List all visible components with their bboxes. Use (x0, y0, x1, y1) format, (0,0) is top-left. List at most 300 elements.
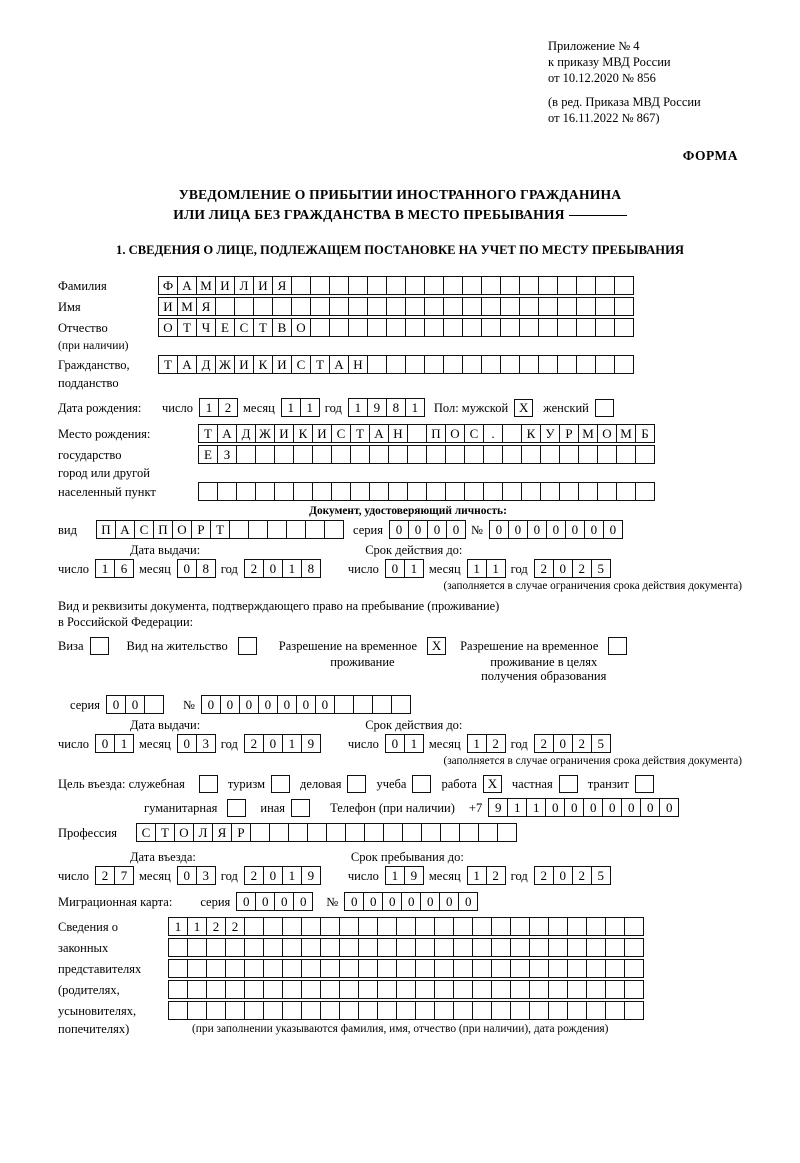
char-cell[interactable] (557, 297, 577, 316)
char-cell[interactable] (291, 276, 311, 295)
purpose-other-checkbox[interactable] (291, 799, 310, 817)
char-cell[interactable] (559, 482, 579, 501)
char-cell[interactable] (586, 980, 606, 999)
char-cell[interactable] (502, 482, 522, 501)
char-cell[interactable] (320, 938, 340, 957)
char-cell[interactable] (144, 695, 164, 714)
char-cell[interactable] (244, 1001, 264, 1020)
temp-residence-checkbox[interactable]: Х (427, 637, 446, 655)
char-cell[interactable] (434, 959, 454, 978)
char-cell[interactable] (445, 445, 465, 464)
char-cell[interactable]: 0 (296, 695, 316, 714)
char-cell[interactable]: 0 (565, 520, 585, 539)
char-cell[interactable] (407, 445, 427, 464)
char-cell[interactable] (529, 980, 549, 999)
char-cell[interactable] (521, 445, 541, 464)
char-cell[interactable]: К (293, 424, 313, 443)
char-cell[interactable] (307, 823, 327, 842)
char-cell[interactable]: 1 (467, 734, 487, 753)
char-cell[interactable]: 9 (301, 866, 321, 885)
purpose-work-checkbox[interactable]: Х (483, 775, 502, 793)
legal-reps-row-2-input[interactable] (168, 938, 643, 957)
char-cell[interactable] (434, 917, 454, 936)
char-cell[interactable] (255, 445, 275, 464)
char-cell[interactable] (377, 938, 397, 957)
char-cell[interactable] (635, 482, 655, 501)
char-cell[interactable] (301, 980, 321, 999)
char-cell[interactable]: М (177, 297, 197, 316)
char-cell[interactable] (291, 297, 311, 316)
char-cell[interactable] (481, 276, 501, 295)
char-cell[interactable] (367, 318, 387, 337)
char-cell[interactable] (415, 938, 435, 957)
permit-issue-year-input[interactable] (244, 734, 320, 753)
char-cell[interactable] (364, 823, 384, 842)
char-cell[interactable] (491, 1001, 511, 1020)
sex-female-checkbox[interactable] (595, 399, 614, 417)
char-cell[interactable] (434, 938, 454, 957)
char-cell[interactable]: П (153, 520, 173, 539)
char-cell[interactable]: 9 (301, 734, 321, 753)
char-cell[interactable] (301, 959, 321, 978)
char-cell[interactable] (348, 297, 368, 316)
char-cell[interactable] (459, 823, 479, 842)
char-cell[interactable]: Т (310, 355, 330, 374)
char-cell[interactable] (263, 980, 283, 999)
char-cell[interactable] (559, 445, 579, 464)
char-cell[interactable] (472, 959, 492, 978)
char-cell[interactable] (497, 823, 517, 842)
char-cell[interactable]: 0 (263, 866, 283, 885)
char-cell[interactable]: 0 (201, 695, 221, 714)
char-cell[interactable] (491, 959, 511, 978)
legal-reps-row-4-input[interactable] (168, 980, 643, 999)
char-cell[interactable]: 1 (282, 734, 302, 753)
char-cell[interactable] (605, 1001, 625, 1020)
char-cell[interactable] (293, 482, 313, 501)
char-cell[interactable]: 2 (206, 917, 226, 936)
char-cell[interactable]: Н (388, 424, 408, 443)
char-cell[interactable] (320, 1001, 340, 1020)
char-cell[interactable]: С (331, 424, 351, 443)
char-cell[interactable] (557, 318, 577, 337)
char-cell[interactable]: 0 (177, 559, 197, 578)
char-cell[interactable]: О (291, 318, 311, 337)
char-cell[interactable]: А (369, 424, 389, 443)
char-cell[interactable] (421, 823, 441, 842)
char-cell[interactable]: О (445, 424, 465, 443)
char-cell[interactable] (548, 917, 568, 936)
char-cell[interactable] (491, 980, 511, 999)
char-cell[interactable] (386, 355, 406, 374)
char-cell[interactable] (614, 355, 634, 374)
char-cell[interactable] (510, 938, 530, 957)
char-cell[interactable] (605, 917, 625, 936)
char-cell[interactable]: Е (198, 445, 218, 464)
char-cell[interactable] (293, 445, 313, 464)
char-cell[interactable]: 0 (508, 520, 528, 539)
char-cell[interactable]: 5 (591, 734, 611, 753)
char-cell[interactable] (367, 297, 387, 316)
char-cell[interactable] (339, 917, 359, 936)
char-cell[interactable] (453, 938, 473, 957)
char-cell[interactable]: 0 (263, 559, 283, 578)
char-cell[interactable]: Ж (215, 355, 235, 374)
purpose-private-checkbox[interactable] (559, 775, 578, 793)
char-cell[interactable] (519, 276, 539, 295)
char-cell[interactable]: 0 (258, 695, 278, 714)
char-cell[interactable] (529, 938, 549, 957)
char-cell[interactable]: 0 (603, 520, 623, 539)
char-cell[interactable] (263, 1001, 283, 1020)
char-cell[interactable] (510, 959, 530, 978)
purpose-humanitarian-checkbox[interactable] (227, 799, 246, 817)
char-cell[interactable] (339, 959, 359, 978)
char-cell[interactable] (578, 445, 598, 464)
char-cell[interactable] (331, 482, 351, 501)
char-cell[interactable]: 2 (534, 866, 554, 885)
visa-checkbox[interactable] (90, 637, 109, 655)
char-cell[interactable] (462, 276, 482, 295)
char-cell[interactable] (274, 482, 294, 501)
char-cell[interactable]: Б (635, 424, 655, 443)
char-cell[interactable]: М (196, 276, 216, 295)
char-cell[interactable]: И (215, 276, 235, 295)
legal-reps-row-1-input[interactable] (168, 917, 643, 936)
char-cell[interactable] (269, 823, 289, 842)
char-cell[interactable] (415, 980, 435, 999)
char-cell[interactable]: Л (234, 276, 254, 295)
char-cell[interactable] (586, 917, 606, 936)
char-cell[interactable] (396, 938, 416, 957)
char-cell[interactable] (168, 938, 188, 957)
char-cell[interactable]: Р (559, 424, 579, 443)
char-cell[interactable]: И (272, 355, 292, 374)
char-cell[interactable]: 0 (553, 866, 573, 885)
char-cell[interactable] (453, 980, 473, 999)
char-cell[interactable] (248, 520, 268, 539)
char-cell[interactable]: Т (177, 318, 197, 337)
char-cell[interactable] (225, 980, 245, 999)
char-cell[interactable]: 0 (236, 892, 256, 911)
permit-number-input[interactable] (201, 695, 410, 714)
char-cell[interactable] (396, 980, 416, 999)
char-cell[interactable]: 2 (486, 734, 506, 753)
char-cell[interactable]: 0 (106, 695, 126, 714)
char-cell[interactable] (168, 959, 188, 978)
char-cell[interactable] (576, 276, 596, 295)
char-cell[interactable] (407, 424, 427, 443)
char-cell[interactable]: 0 (363, 892, 383, 911)
char-cell[interactable] (424, 297, 444, 316)
char-cell[interactable]: Т (158, 355, 178, 374)
char-cell[interactable]: 2 (95, 866, 115, 885)
char-cell[interactable]: 0 (401, 892, 421, 911)
char-cell[interactable]: 0 (263, 734, 283, 753)
char-cell[interactable] (595, 355, 615, 374)
char-cell[interactable]: 3 (196, 734, 216, 753)
doc-issue-month-input[interactable] (177, 559, 215, 578)
char-cell[interactable] (491, 938, 511, 957)
char-cell[interactable]: 1 (282, 559, 302, 578)
char-cell[interactable]: 7 (114, 866, 134, 885)
char-cell[interactable]: С (234, 318, 254, 337)
char-cell[interactable]: 1 (507, 798, 527, 817)
char-cell[interactable]: 0 (315, 695, 335, 714)
char-cell[interactable]: Т (253, 318, 273, 337)
char-cell[interactable] (502, 445, 522, 464)
char-cell[interactable] (358, 959, 378, 978)
char-cell[interactable] (426, 445, 446, 464)
char-cell[interactable]: 1 (95, 559, 115, 578)
char-cell[interactable]: 2 (572, 866, 592, 885)
char-cell[interactable] (481, 318, 501, 337)
char-cell[interactable]: П (426, 424, 446, 443)
char-cell[interactable] (478, 823, 498, 842)
char-cell[interactable] (253, 297, 273, 316)
char-cell[interactable]: 1 (467, 559, 487, 578)
char-cell[interactable] (462, 318, 482, 337)
char-cell[interactable]: К (253, 355, 273, 374)
char-cell[interactable] (331, 445, 351, 464)
char-cell[interactable] (426, 482, 446, 501)
char-cell[interactable] (443, 355, 463, 374)
char-cell[interactable]: Т (155, 823, 175, 842)
char-cell[interactable] (272, 297, 292, 316)
char-cell[interactable]: 1 (385, 866, 405, 885)
char-cell[interactable] (334, 695, 354, 714)
char-cell[interactable]: И (274, 424, 294, 443)
char-cell[interactable] (320, 959, 340, 978)
char-cell[interactable]: 1 (404, 559, 424, 578)
char-cell[interactable]: 0 (659, 798, 679, 817)
char-cell[interactable] (329, 297, 349, 316)
char-cell[interactable] (624, 917, 644, 936)
char-cell[interactable] (616, 482, 636, 501)
permit-valid-month-input[interactable] (467, 734, 505, 753)
char-cell[interactable] (244, 980, 264, 999)
char-cell[interactable]: Я (196, 297, 216, 316)
char-cell[interactable] (443, 318, 463, 337)
char-cell[interactable] (377, 980, 397, 999)
char-cell[interactable] (187, 1001, 207, 1020)
char-cell[interactable]: 1 (282, 866, 302, 885)
char-cell[interactable]: О (172, 520, 192, 539)
char-cell[interactable] (274, 445, 294, 464)
char-cell[interactable]: 2 (244, 866, 264, 885)
char-cell[interactable] (225, 959, 245, 978)
char-cell[interactable] (358, 1001, 378, 1020)
char-cell[interactable] (405, 355, 425, 374)
char-cell[interactable] (396, 917, 416, 936)
stay-month-input[interactable] (467, 866, 505, 885)
char-cell[interactable]: 0 (293, 892, 313, 911)
char-cell[interactable]: А (115, 520, 135, 539)
char-cell[interactable]: Т (210, 520, 230, 539)
char-cell[interactable] (595, 318, 615, 337)
char-cell[interactable]: П (96, 520, 116, 539)
char-cell[interactable] (339, 938, 359, 957)
char-cell[interactable] (215, 297, 235, 316)
char-cell[interactable]: 2 (225, 917, 245, 936)
purpose-transit-checkbox[interactable] (635, 775, 654, 793)
char-cell[interactable]: 0 (344, 892, 364, 911)
birthplace-line-3-input[interactable] (198, 482, 654, 501)
char-cell[interactable]: 2 (244, 559, 264, 578)
char-cell[interactable] (217, 482, 237, 501)
char-cell[interactable] (206, 1001, 226, 1020)
char-cell[interactable] (481, 297, 501, 316)
char-cell[interactable] (597, 445, 617, 464)
char-cell[interactable]: 0 (489, 520, 509, 539)
char-cell[interactable] (282, 980, 302, 999)
char-cell[interactable]: 0 (239, 695, 259, 714)
char-cell[interactable]: 1 (114, 734, 134, 753)
char-cell[interactable]: 1 (168, 917, 188, 936)
char-cell[interactable] (353, 695, 373, 714)
char-cell[interactable]: 0 (545, 798, 565, 817)
char-cell[interactable]: 0 (527, 520, 547, 539)
char-cell[interactable] (350, 482, 370, 501)
char-cell[interactable]: 1 (281, 398, 301, 417)
entry-day-input[interactable] (95, 866, 133, 885)
char-cell[interactable] (396, 1001, 416, 1020)
char-cell[interactable] (548, 980, 568, 999)
char-cell[interactable] (462, 355, 482, 374)
char-cell[interactable] (301, 1001, 321, 1020)
char-cell[interactable]: А (217, 424, 237, 443)
permit-valid-year-input[interactable] (534, 734, 610, 753)
char-cell[interactable] (263, 917, 283, 936)
char-cell[interactable] (367, 276, 387, 295)
char-cell[interactable] (206, 938, 226, 957)
char-cell[interactable]: М (616, 424, 636, 443)
char-cell[interactable] (614, 276, 634, 295)
char-cell[interactable]: 0 (546, 520, 566, 539)
char-cell[interactable] (310, 276, 330, 295)
char-cell[interactable] (312, 445, 332, 464)
char-cell[interactable] (286, 520, 306, 539)
char-cell[interactable] (519, 355, 539, 374)
char-cell[interactable]: 2 (572, 734, 592, 753)
char-cell[interactable] (510, 1001, 530, 1020)
char-cell[interactable] (521, 482, 541, 501)
char-cell[interactable] (472, 938, 492, 957)
char-cell[interactable] (510, 980, 530, 999)
char-cell[interactable] (369, 482, 389, 501)
char-cell[interactable]: 0 (220, 695, 240, 714)
doc-number-input[interactable] (489, 520, 622, 539)
char-cell[interactable] (415, 1001, 435, 1020)
char-cell[interactable]: Н (348, 355, 368, 374)
purpose-business-checkbox[interactable] (347, 775, 366, 793)
surname-input[interactable] (158, 276, 633, 295)
char-cell[interactable]: 2 (534, 559, 554, 578)
char-cell[interactable]: Я (212, 823, 232, 842)
char-cell[interactable] (358, 980, 378, 999)
char-cell[interactable]: 0 (427, 520, 447, 539)
char-cell[interactable] (424, 318, 444, 337)
char-cell[interactable]: 0 (584, 520, 604, 539)
char-cell[interactable]: 1 (404, 734, 424, 753)
char-cell[interactable]: И (312, 424, 332, 443)
permit-series-input[interactable] (106, 695, 163, 714)
char-cell[interactable]: 8 (196, 559, 216, 578)
char-cell[interactable] (529, 1001, 549, 1020)
char-cell[interactable] (540, 445, 560, 464)
char-cell[interactable] (282, 1001, 302, 1020)
sex-male-checkbox[interactable]: Х (514, 399, 533, 417)
char-cell[interactable] (529, 917, 549, 936)
char-cell[interactable] (440, 823, 460, 842)
char-cell[interactable] (567, 917, 587, 936)
name-input[interactable] (158, 297, 633, 316)
char-cell[interactable] (369, 445, 389, 464)
char-cell[interactable] (388, 482, 408, 501)
char-cell[interactable]: С (134, 520, 154, 539)
citizenship-input[interactable] (158, 355, 633, 374)
char-cell[interactable] (329, 318, 349, 337)
char-cell[interactable] (312, 482, 332, 501)
char-cell[interactable]: В (272, 318, 292, 337)
char-cell[interactable] (443, 297, 463, 316)
legal-reps-row-5-input[interactable] (168, 1001, 643, 1020)
birth-day-input[interactable] (199, 398, 237, 417)
char-cell[interactable]: 0 (385, 559, 405, 578)
char-cell[interactable]: 0 (408, 520, 428, 539)
char-cell[interactable] (282, 917, 302, 936)
char-cell[interactable]: 6 (114, 559, 134, 578)
char-cell[interactable]: 0 (125, 695, 145, 714)
char-cell[interactable]: 2 (244, 734, 264, 753)
char-cell[interactable] (288, 823, 308, 842)
char-cell[interactable] (407, 482, 427, 501)
char-cell[interactable] (567, 980, 587, 999)
char-cell[interactable] (500, 297, 520, 316)
char-cell[interactable] (472, 980, 492, 999)
char-cell[interactable]: Ф (158, 276, 178, 295)
doc-valid-month-input[interactable] (467, 559, 505, 578)
char-cell[interactable] (538, 297, 558, 316)
char-cell[interactable] (624, 980, 644, 999)
char-cell[interactable] (263, 938, 283, 957)
char-cell[interactable] (557, 276, 577, 295)
phone-input[interactable] (488, 798, 678, 817)
char-cell[interactable]: 1 (405, 398, 425, 417)
permit-issue-day-input[interactable] (95, 734, 133, 753)
char-cell[interactable] (255, 482, 275, 501)
permit-valid-day-input[interactable] (385, 734, 423, 753)
char-cell[interactable] (567, 938, 587, 957)
char-cell[interactable] (305, 520, 325, 539)
char-cell[interactable] (597, 482, 617, 501)
char-cell[interactable] (348, 276, 368, 295)
char-cell[interactable] (595, 297, 615, 316)
char-cell[interactable]: Р (231, 823, 251, 842)
char-cell[interactable] (415, 917, 435, 936)
char-cell[interactable] (372, 695, 392, 714)
char-cell[interactable] (345, 823, 365, 842)
char-cell[interactable]: 1 (486, 559, 506, 578)
char-cell[interactable]: 0 (446, 520, 466, 539)
char-cell[interactable] (386, 276, 406, 295)
char-cell[interactable]: Я (272, 276, 292, 295)
char-cell[interactable] (605, 938, 625, 957)
char-cell[interactable]: И (234, 355, 254, 374)
purpose-study-checkbox[interactable] (412, 775, 431, 793)
char-cell[interactable] (424, 355, 444, 374)
char-cell[interactable]: 0 (564, 798, 584, 817)
